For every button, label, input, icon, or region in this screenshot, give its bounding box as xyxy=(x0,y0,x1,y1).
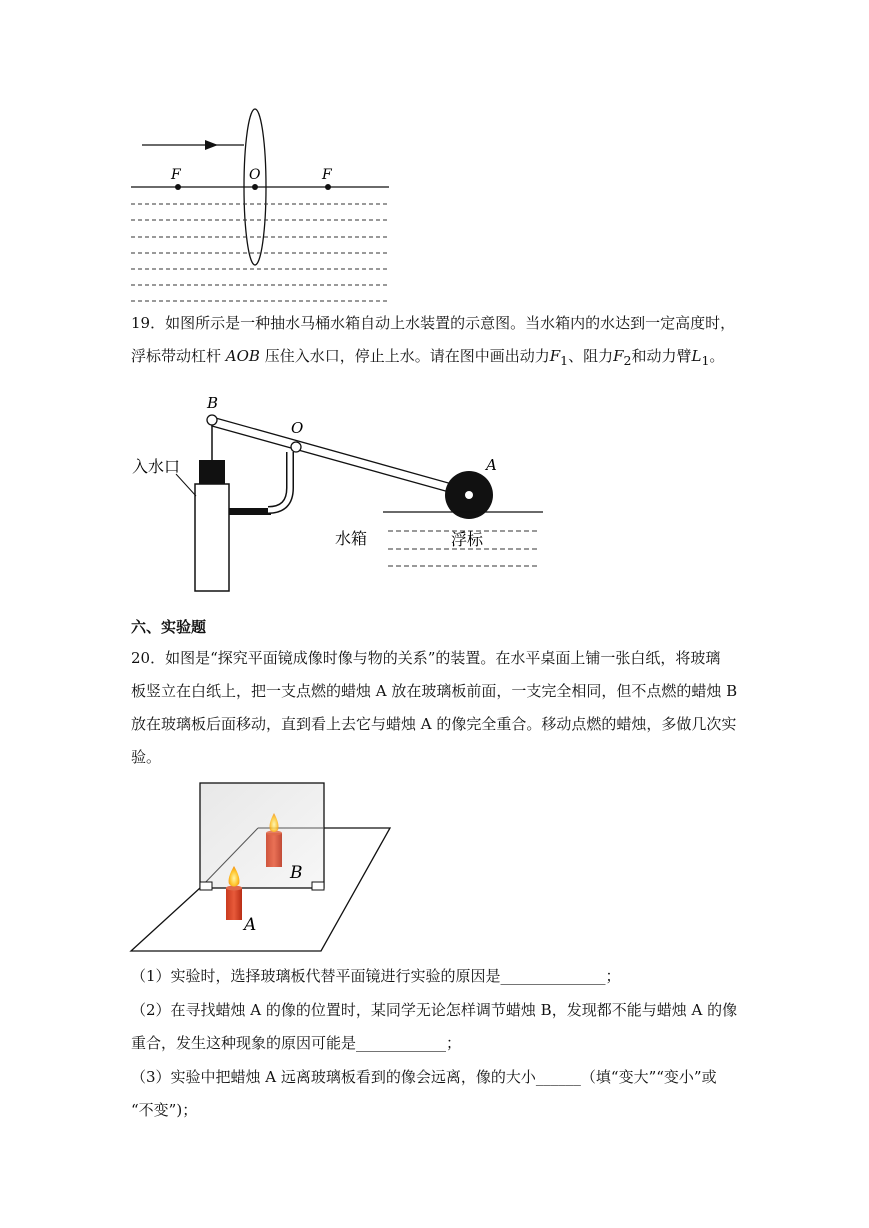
s2-line-2: 重合，发生这种现象的原因可能是____________； xyxy=(131,1034,462,1052)
question-19 xyxy=(131,307,751,377)
lens-diagram xyxy=(0,100,420,310)
stand-left xyxy=(200,882,212,890)
glass-plate xyxy=(200,783,324,888)
label-b: B xyxy=(290,863,303,883)
lever-aob xyxy=(212,417,470,497)
label-o: O xyxy=(249,167,261,183)
subquestion-1: （1）实验时，选择玻璃板代替平面镜进行实验的原因是______________； xyxy=(131,967,621,985)
label-b: B xyxy=(207,394,219,412)
stand-right xyxy=(312,882,324,890)
q19-line-1: 19．如图所示是一种抽水马桶水箱自动上水装置的示意图。当水箱内的水达到一定高度时， xyxy=(131,314,736,332)
q20-line-1: 20．如图是“探究平面镜成像时像与物的关系”的装置。在水平桌面上铺一张白纸，将玻璃 xyxy=(131,649,721,667)
label-f-left: F xyxy=(171,167,181,183)
pivot-o xyxy=(291,442,301,452)
section-title: 六、实验题 xyxy=(131,618,207,636)
q20-line-3: 放在玻璃板后面移动，直到看上去它与蜡烛 A 的像完全重合。移动点燃的蜡烛，多做几次实 xyxy=(131,715,737,733)
question-20 xyxy=(131,642,751,774)
label-a: A xyxy=(244,915,257,935)
tank-lever-diagram xyxy=(0,385,560,600)
label-float: 浮标 xyxy=(451,530,484,549)
s2-line-1: （2）在寻找蜡烛 A 的像的位置时，某同学无论怎样调节蜡烛 B，发现都不能与蜡烛 A 的像 xyxy=(131,1001,738,1019)
q19-line-2: 浮标带动杠杆 AOB 压住入水口，停止上水。请在图中画出动力$F_1$、阻力$F_2$和动力臂$L_1$。 xyxy=(131,347,725,368)
inlet-pipe xyxy=(195,484,229,591)
label-f-right: F xyxy=(322,167,332,183)
label-inlet: 入水口 xyxy=(132,457,181,476)
ray-arrowhead xyxy=(205,140,218,150)
label-tank: 水箱 xyxy=(335,529,368,548)
s3-line-2: “不变”)； xyxy=(131,1101,198,1119)
dashed-answer-lines xyxy=(131,204,389,301)
focal-point-right xyxy=(325,184,331,190)
optical-center xyxy=(252,184,258,190)
label-a: A xyxy=(486,456,497,474)
q20-line-4: 验。 xyxy=(131,748,162,766)
support-connector xyxy=(229,508,271,515)
s3-line-1: （3）实验中把蜡烛 A 远离玻璃板看到的像会远离，像的大小______（填“变大”“变小”或 xyxy=(131,1068,717,1086)
mirror-experiment-diagram xyxy=(0,775,400,960)
inlet-valve xyxy=(199,460,225,484)
focal-point-left xyxy=(175,184,181,190)
inlet-pointer xyxy=(176,474,196,496)
subquestion-3 xyxy=(131,1061,751,1127)
label-o: O xyxy=(291,419,304,437)
q20-line-2: 板竖立在白纸上，把一支点燃的蜡烛 A 放在玻璃板前面，一支完全相同，但不点燃的蜡烛 B xyxy=(131,682,738,700)
pivot-b xyxy=(207,415,217,425)
subquestion-2 xyxy=(131,994,751,1060)
